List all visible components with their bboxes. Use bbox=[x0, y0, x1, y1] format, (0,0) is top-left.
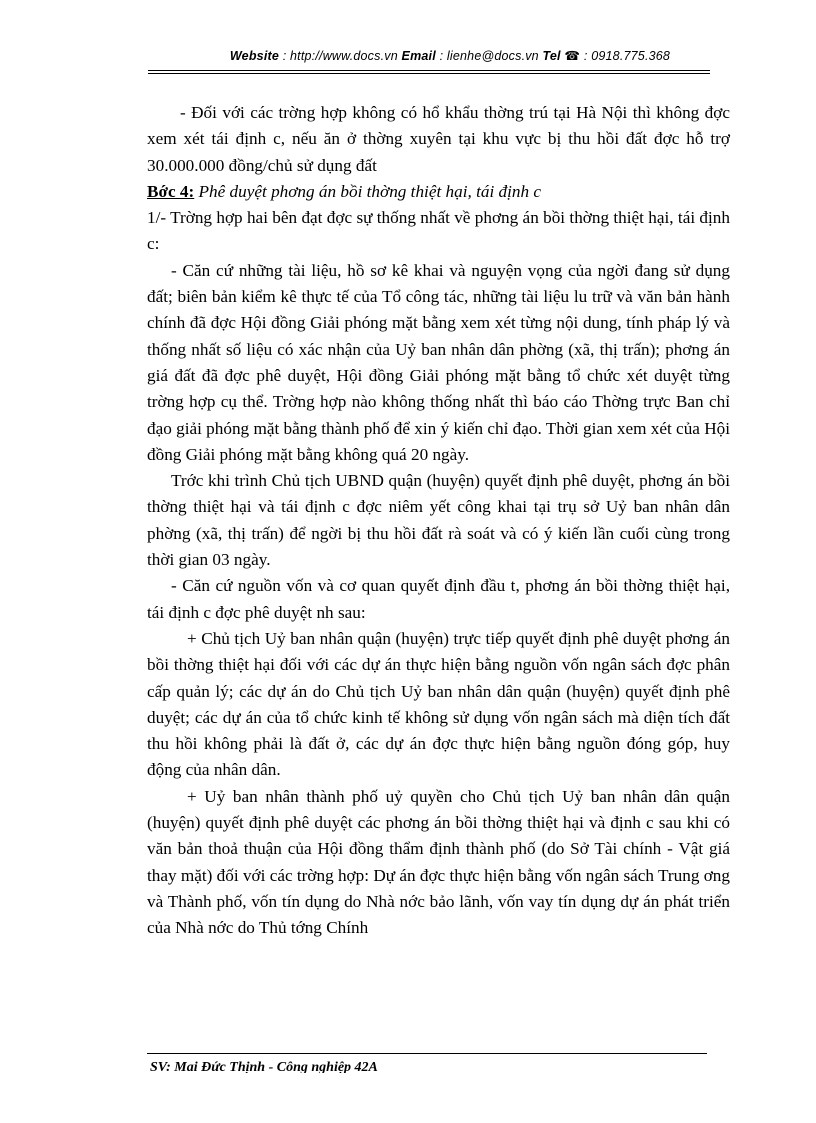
tel-label: Tel bbox=[542, 49, 561, 63]
paragraph-household-registration: - Đối với các trờng hợp không có hổ khẩu thờng trú tại Hà Nội thì không đợc xem xét tái định c, nếu ăn ở thờng xuyên tại khu vực bị thu hồi đất đợc hỗ trợ 30.000.000 đồng/chủ sử dụng đất bbox=[147, 103, 730, 175]
phone-icon: ☎ bbox=[564, 49, 581, 63]
paragraph-public-posting: Trớc khi trình Chủ tịch UBND quận (huyện) quyết định phê duyệt, phơng án bồi thờng thiệt hại và tái định c đợc niêm yết công khai tại trụ sở Uỷ ban nhân dân phờng (xã, thị trấn) để ngời bị thu hồi đất rà soát và có ý kiến lần cuối cùng trong thời gian 03 ngày. bbox=[147, 471, 730, 570]
document-body bbox=[147, 100, 730, 942]
paragraph-agreement-case: 1/- Trờng hợp hai bên đạt đợc sự thống nhất về phơng án bồi thờng thiệt hại, tái định c: bbox=[147, 208, 730, 254]
header-divider-thin bbox=[148, 73, 710, 74]
footer-divider bbox=[147, 1053, 707, 1054]
header-divider bbox=[148, 70, 710, 71]
page-footer: SV: Mai Đức Thịnh - Công nghiệp 42A bbox=[150, 1060, 378, 1073]
step-text: Phê duyệt phơng án bồi thờng thiệt hại, tái định c bbox=[194, 181, 542, 201]
website-value[interactable]: : http://www.docs.vn bbox=[279, 49, 402, 63]
paragraph-city-delegation: + Uỷ ban nhân thành phố uỷ quyền cho Chủ tịch Uỷ ban nhân dân quận (huyện) quyết định phê duyệt các phơng án bồi thờng thiệt hại và định c sau khi có văn bản thoả thuận của Hội đồng thẩm định thành phố (do Sở Tài chính - Vật giá thay mặt) đối với các trờng hợp: Dự án đợc thực hiện bằng vốn ngân sách Trung ơng và Thành phố, vốn tín dụng do Nhà nớc bảo lãnh, vốn vay tín dụng dự án phát triển của Nhà nớc do Thủ tớng Chính bbox=[147, 786, 730, 938]
step-heading bbox=[147, 179, 730, 205]
paragraph-review-basis: - Căn cứ những tài liệu, hồ sơ kê khai và nguyện vọng của ngời đang sử dụng đất; biên bản kiểm kê thực tế của Tổ công tác, những tài liệu lu trữ và văn bản hành chính đã đợc Hội đồng Giải phóng mặt bằng xem xét từng nội dung, tính pháp lý và thống nhất số liệu có xác nhận của Uỷ ban nhân dân phờng (xã, thị trấn); phơng án giá đất đã đợc phê duyệt, Hội đồng Giải phóng mặt bằng tổ chức xét duyệt từng trờng hợp cụ thể. Trờng hợp nào không thống nhất thì báo cáo Thờng trực Ban chỉ đạo giải phóng mặt bằng thành phố để xin ý kiến chỉ đạo. Thời gian xem xét của Hội đồng Giải phóng mặt bằng không quá 20 ngày. bbox=[147, 260, 730, 464]
paragraph-funding-source: - Căn cứ nguồn vốn và cơ quan quyết định đầu t, phơng án bồi thờng thiệt hại, tái định c đợc phê duyệt nh sau: bbox=[147, 576, 730, 622]
step-label: Bớc 4: bbox=[147, 181, 195, 201]
page-header bbox=[150, 48, 750, 63]
email-value[interactable]: : lienhe@docs.vn bbox=[435, 49, 543, 63]
tel-value: : 0918.775.368 bbox=[580, 49, 671, 63]
email-label: Email bbox=[401, 49, 436, 63]
paragraph-district-approval: + Chủ tịch Uỷ ban nhân quận (huyện) trực tiếp quyết định phê duyệt phơng án bồi thờng thiệt hại đối với các dự án thực hiện bằng nguồn vốn ngân sách đợc phân cấp quản lý; các dự án do Chủ tịch Uỷ ban nhân dân quận (huyện) quyết định phê duyệt; các dự án của tổ chức kinh tế không sử dụng vốn ngân sách mà diện tích đất thu hồi không phải là đất ở, các dự án đợc thực hiện bằng nguồn đóng góp, huy động của nhân dân. bbox=[147, 628, 730, 780]
website-label: Website bbox=[229, 49, 280, 63]
